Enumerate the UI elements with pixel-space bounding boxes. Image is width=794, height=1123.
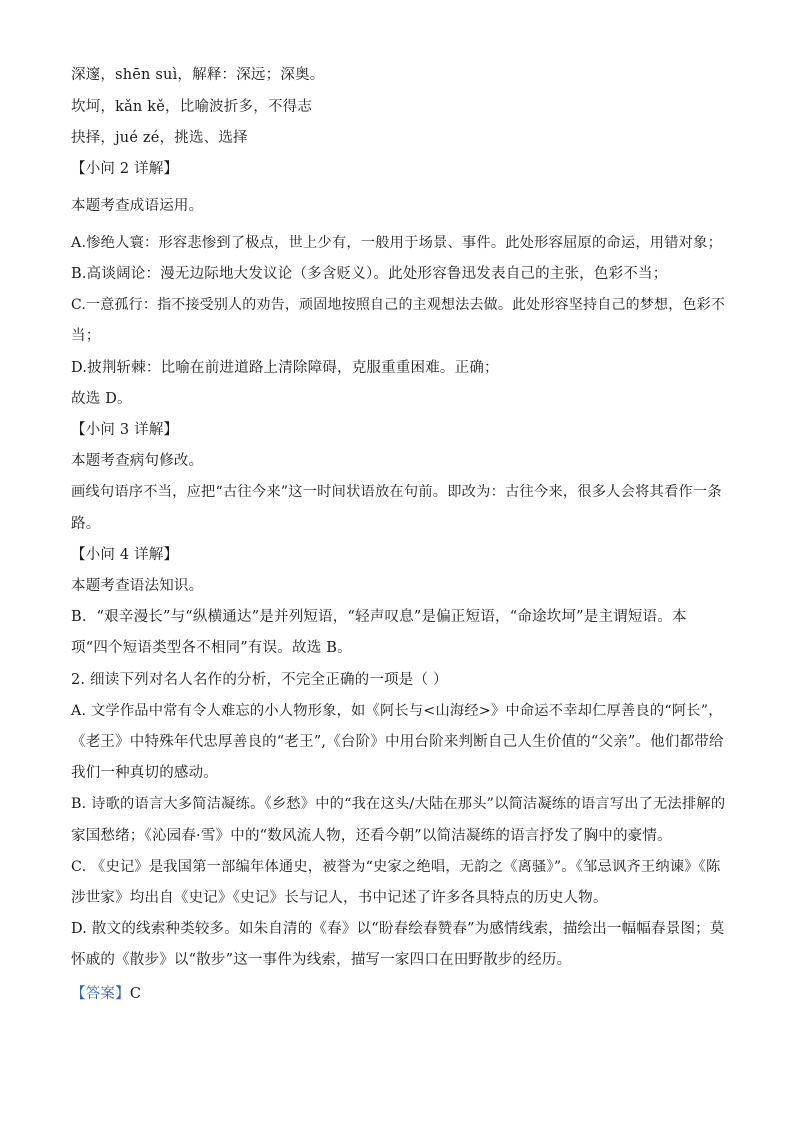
- text-line: 项“四个短语类型各不相同”有误。故选 B。: [71, 640, 352, 656]
- text-line: 家国愁绪；《沁园春·雪》中的“数风流人物，还看今朝”以简洁凝练的语言抒发了胸中的豪情。: [71, 828, 672, 844]
- text-line: 坎坷，kǎn kě，比喻波折多，不得志: [71, 99, 313, 115]
- text-line: 画线句语序不当，应把“古往今来”这一时间状语放在句前。即改为：古往今来，很多人会将其看作一条: [71, 484, 722, 500]
- section-heading: 【小问 2 详解】: [71, 161, 179, 177]
- text-line: 涉世家》均出自《史记》《史记》长与记人，书中记述了许多各具特点的历史人物。: [71, 890, 608, 906]
- option-a: A.惨绝人寰：形容悲惨到了极点，世上少有，一般用于场景、事件。此处形容屈原的命运，用错对象；: [71, 235, 723, 251]
- answer-line: [71, 984, 731, 1004]
- question-stem: 2. 细读下列对名人名作的分析，不完全正确的一项是（ ）: [71, 672, 448, 688]
- option-c: C.一意孤行：指不接受别人的劝告，顽固地按照自己的主观想法去做。此处形容坚持自己的梦想，色彩不: [71, 297, 726, 313]
- option-b: B.高谈阔论：漫无边际地大发议论（多含贬义）。此处形容鲁迅发表自己的主张，色彩不当；: [71, 266, 668, 282]
- option-d: D. 散文的线索种类较多。如朱自清的《春》以“盼春绘春赞春”为感情线索，描绘出一幅幅春景图；莫: [71, 921, 725, 937]
- text-line: B．“艰辛漫长”与“纵横通达”是并列短语，“轻声叹息”是偏正短语，“命途坎坷”是主谓短语。本: [71, 609, 687, 625]
- answer-value: C: [129, 986, 142, 1002]
- option-a: A. 文学作品中常有令人难忘的小人物形象，如《阿长与<山海经>》中命运不幸却仁厚善良的“阿长”，: [71, 703, 723, 719]
- text-line: 本题考查病句修改。: [71, 453, 204, 469]
- text-line: 当；: [71, 328, 101, 344]
- option-d: D.披荆斩棘：比喻在前进道路上清除障碍，克服重重困难。正确；: [71, 360, 499, 376]
- text-line: 故选 D。: [71, 391, 132, 407]
- option-c: C. 《史记》是我国第一部编年体通史，被誉为“史家之绝唱，无韵之《离骚》”。《邹忌讽齐王纳谏》《陈: [71, 859, 721, 875]
- text-line: 本题考查语法知识。: [71, 578, 204, 594]
- text-line: 我们一种真切的感动。: [71, 765, 218, 781]
- text-line: 本题考查成语运用。: [71, 198, 204, 214]
- text-line: 路。: [71, 516, 101, 532]
- text-line: 深邃，shēn suì，解释：深远；深奥。: [71, 67, 325, 83]
- answer-tag: 【答案】: [71, 986, 130, 1002]
- text-line: 怀戚的《散步》以“散步”这一事件为线索，描写一家四口在田野散步的经历。: [71, 952, 572, 968]
- text-line: 抉择，jué zé，挑选、选择: [71, 130, 248, 146]
- section-heading: 【小问 4 详解】: [71, 547, 179, 563]
- option-b: B. 诗歌的语言大多简洁凝练。《乡愁》中的“我在这头/大陆在那头”以简洁凝练的语言写出了无法排解的: [71, 796, 726, 812]
- text-line: 《老王》中特殊年代忠厚善良的“老王”,《台阶》中用台阶来判断自己人生价值的“父亲”。他们都带给: [71, 734, 724, 750]
- section-heading: 【小问 3 详解】: [71, 422, 179, 438]
